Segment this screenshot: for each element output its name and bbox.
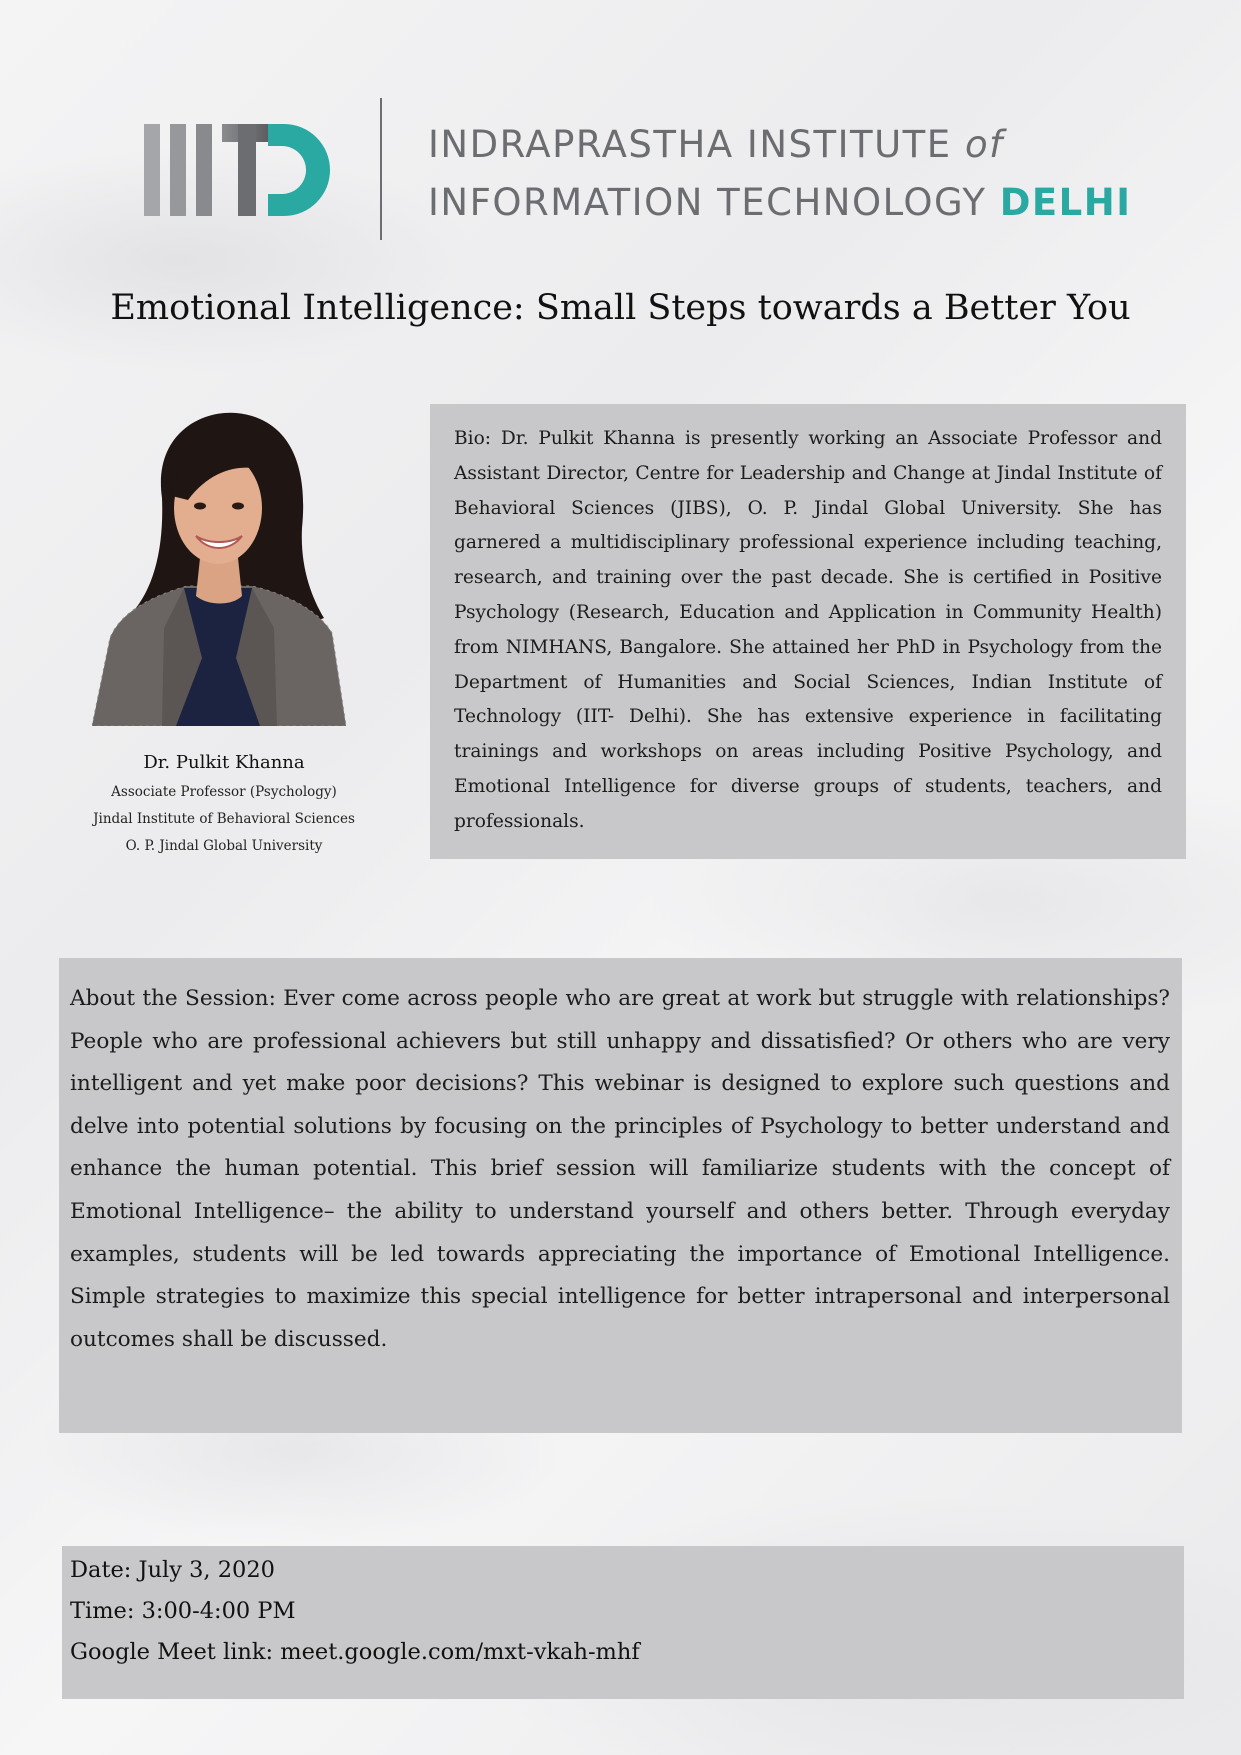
speaker-role: Associate Professor (Psychology) bbox=[111, 784, 337, 800]
event-time: Time: 3:00-4:00 PM bbox=[70, 1598, 296, 1624]
event-info-panel bbox=[62, 1546, 1184, 1699]
bio-text: Bio: Dr. Pulkit Khanna is presently working an Associate Professor and Assistant Director, Centre for Leadership and Change at Jindal Institute of Behavioral Sciences (JIBS), O. P. Jindal Global University. She has garnered a multidisciplinary professional experience including teaching, research, and training over the past decade. She is certified in Positive Psychology (Research, Education and Application in Community Health) from NIMHANS, Bangalore. She attained her PhD in Psychology from the Department of Humanities and Social Sciences, Indian Institute of Technology (IIT- Delhi). She has extensive experience in facilitating trainings and workshops on areas including Positive Psychology, and Emotional Intelligence for diverse groups of students, teachers, and professionals. bbox=[454, 428, 1162, 832]
institute-name bbox=[428, 116, 1131, 232]
speaker-institute: Jindal Institute of Behavioral Sciences bbox=[93, 811, 355, 827]
iiitd-logo-mark-icon bbox=[144, 124, 330, 216]
session-panel bbox=[59, 958, 1182, 1433]
speaker-portrait-icon bbox=[92, 408, 346, 726]
page-title: Emotional Intelligence: Small Steps towards a Better You bbox=[110, 288, 1131, 328]
session-text: About the Session: Ever come across people who are great at work but struggle with relationships? People who are professional achievers but still unhappy and dissatisfied? Or others who are very intelligent and yet make poor decisions? This webinar is designed to explore such questions and delve into potential solutions by focusing on the principles of Psychology to better understand and enhance the human potential. This brief session will familiarize students with the concept of Emotional Intelligence– the ability to understand yourself and others better. Through everyday examples, students will be led towards appreciating the importance of Emotional Intelligence. Simple strategies to maximize this special intelligence for better intrapersonal and interpersonal outcomes shall be discussed. bbox=[70, 986, 1170, 1352]
speaker-name: Dr. Pulkit Khanna bbox=[143, 752, 305, 773]
event-meet-link[interactable]: Google Meet link: meet.google.com/mxt-vkah-mhf bbox=[70, 1639, 640, 1665]
institute-name-of: of bbox=[964, 123, 1004, 166]
logo-divider bbox=[380, 98, 382, 240]
bio-panel bbox=[430, 404, 1186, 859]
institute-logo bbox=[144, 98, 1132, 240]
event-date: Date: July 3, 2020 bbox=[70, 1557, 275, 1583]
institute-name-line1: INDRAPRASTHA INSTITUTE bbox=[428, 123, 965, 166]
institute-name-line2: INFORMATION TECHNOLOGY bbox=[428, 181, 1000, 224]
institute-name-delhi: DELHI bbox=[999, 181, 1132, 224]
speaker-university: O. P. Jindal Global University bbox=[125, 838, 323, 854]
